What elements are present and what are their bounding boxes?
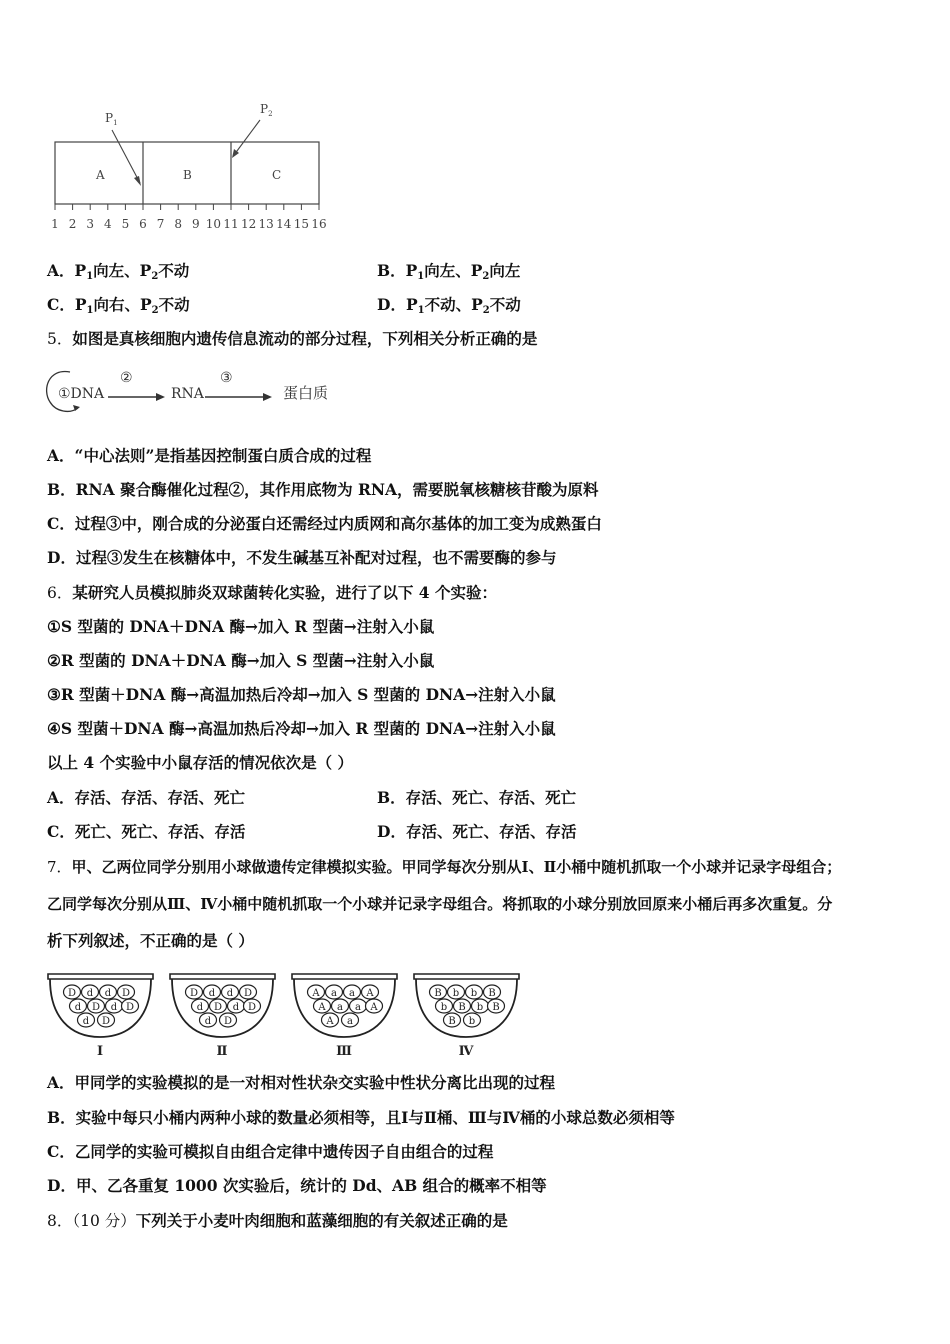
q7-buckets-figure: [40, 962, 530, 1062]
ball-label: d: [208, 988, 216, 999]
ball-label: b: [476, 1002, 484, 1013]
ball-label: b: [440, 1002, 448, 1013]
ruler-tick-label: 1: [51, 217, 59, 231]
p1-arrowhead: [134, 176, 141, 186]
ball-label: d: [196, 1002, 204, 1013]
ruler-tick-label: 8: [174, 217, 183, 231]
ball-label: a: [331, 988, 337, 999]
ball-label: b: [468, 1016, 476, 1027]
q7-number: 7．: [47, 858, 72, 876]
ball-label: b: [452, 988, 460, 999]
ball-label: B: [434, 988, 442, 999]
bucket-rim: [170, 974, 275, 979]
q6-option-b[interactable]: B．存活、死亡、存活、死亡: [377, 788, 577, 807]
q5-option-c[interactable]: C．过程③中，刚合成的分泌蛋白还需经过内质网和高尔基体的加工变为成熟蛋白: [47, 514, 602, 533]
q7-option-d[interactable]: D．甲、乙各重复 1000 次实验后，统计的 Dd、AB 组合的概率不相等: [47, 1176, 547, 1195]
q4-option-a[interactable]: A．$P_1$向左、$P_2$不动: [47, 261, 190, 282]
ball-label: D: [91, 1002, 101, 1013]
ruler-tick-label: 10: [205, 217, 222, 231]
step2-label: ②: [120, 370, 133, 386]
bucket-rim: [292, 974, 397, 979]
ball-label: a: [349, 988, 355, 999]
ruler-tick-label: 2: [68, 217, 77, 231]
ruler-tick-label: 11: [223, 217, 239, 231]
q8-score: （10 分）: [72, 1212, 136, 1230]
ball-label: d: [226, 988, 234, 999]
bucket-label: Ⅲ: [336, 1044, 352, 1059]
q4-ruler-figure: [40, 95, 340, 240]
ball-label: D: [243, 988, 253, 999]
box-label-a: A: [96, 168, 105, 182]
ruler-tick-label: 7: [156, 217, 165, 231]
ball-label: B: [488, 988, 496, 999]
ball-label: a: [347, 1016, 353, 1027]
ball-label: A: [370, 1002, 378, 1013]
protein-label: 蛋白质: [283, 384, 329, 402]
ruler-tick-label: 14: [276, 217, 292, 231]
ball-label: D: [101, 1016, 111, 1027]
rna-label: RNA: [171, 386, 204, 402]
q6-option-a[interactable]: A．存活、存活、存活、死亡: [47, 788, 246, 807]
q6-number: 6．: [47, 584, 73, 602]
q4-option-b[interactable]: B．$P_1$向左、$P_2$向左: [377, 261, 521, 282]
q4-option-d[interactable]: D．$P_1$不动、$P_2$不动: [377, 295, 521, 316]
q6-experiment-1: ①S 型菌的 DNA＋DNA 酶→加入 R 型菌→注射入小鼠: [47, 617, 435, 636]
q4-option-c[interactable]: C．$P_1$向右、$P_2$不动: [47, 295, 190, 316]
q6-experiment-2: ②R 型菌的 DNA＋DNA 酶→加入 S 型菌→注射入小鼠: [47, 651, 435, 670]
q7-stem-line2: 乙同学每次分别从Ⅲ、Ⅳ小桶中随机抓取一个小球并记录字母组合。将抓取的小球分别放回原来小桶后再多次重复。分: [47, 895, 833, 913]
bucket-label: Ⅳ: [458, 1044, 474, 1059]
ball-label: D: [121, 988, 131, 999]
box-label-b: B: [183, 168, 192, 182]
bucket: [292, 974, 397, 1059]
q6-stem: 6．某研究人员模拟肺炎双球菌转化实验，进行了以下 4 个实验：: [47, 583, 497, 602]
ruler-tick-label: 15: [293, 217, 310, 231]
q6-option-d[interactable]: D．存活、死亡、存活、存活: [377, 822, 577, 841]
ball-label: D: [247, 1002, 257, 1013]
ball-label: A: [326, 1016, 334, 1027]
q6-experiment-4: ④S 型菌＋DNA 酶→高温加热后冷却→加入 R 型菌的 DNA→注射入小鼠: [47, 719, 556, 738]
ruler-tick-label: 3: [86, 217, 95, 231]
ball-label: B: [448, 1016, 456, 1027]
ball-label: A: [312, 988, 320, 999]
ball-label: D: [213, 1002, 223, 1013]
ball-label: d: [104, 988, 112, 999]
ruler-tick-label: 5: [121, 217, 130, 231]
q5-option-a[interactable]: A．“中心法则”是指基因控制蛋白质合成的过程: [47, 446, 372, 465]
q6-question: 以上 4 个实验中小鼠存活的情况依次是（ ）: [47, 753, 353, 772]
q7-stem-line3: 析下列叙述，不正确的是（ ）: [47, 931, 254, 950]
q6-option-c[interactable]: C．死亡、死亡、存活、存活: [47, 822, 246, 841]
bucket-label: Ⅱ: [216, 1044, 228, 1059]
ball-label: d: [232, 1002, 240, 1013]
ball-label: d: [82, 1016, 90, 1027]
ruler-tick-label: 13: [258, 217, 274, 231]
box-label-c: C: [272, 168, 282, 182]
q5-number: 5．: [47, 330, 73, 348]
ruler-tick-label: 4: [103, 217, 112, 231]
bucket: [170, 974, 275, 1059]
ball-label: b: [470, 988, 478, 999]
bucket: [48, 974, 153, 1059]
q7-option-c[interactable]: C．乙同学的实验可模拟自由组合定律中遗传因子自由组合的过程: [47, 1142, 494, 1161]
ball-label: D: [223, 1016, 233, 1027]
q5-stem: 5．如图是真核细胞内遗传信息流动的部分过程，下列相关分析正确的是: [47, 329, 538, 348]
ball-label: A: [318, 1002, 326, 1013]
ball-label: B: [492, 1002, 500, 1013]
p1-label: $P_1$: [105, 111, 118, 127]
ball-label: D: [67, 988, 77, 999]
ruler-tick-label: 12: [240, 217, 257, 231]
p2-label: $P_2$: [260, 102, 273, 118]
dna-label: ①DNA: [58, 386, 105, 402]
p1-arrow: [112, 130, 140, 183]
ball-label: D: [189, 988, 199, 999]
bucket: [414, 974, 519, 1059]
bucket-label: Ⅰ: [96, 1044, 104, 1059]
ball-label: d: [110, 1002, 118, 1013]
q8-number: 8．: [47, 1212, 73, 1230]
q7-stem-line1: 7．甲、乙两位同学分别用小球做遗传定律模拟实验。甲同学每次分别从Ⅰ、Ⅱ小桶中随机抓取一个小球并记录字母组合；: [47, 858, 842, 876]
arrow-dna-rna-head: [156, 393, 165, 401]
ball-label: D: [125, 1002, 135, 1013]
ball-label: d: [204, 1016, 212, 1027]
ruler-tick-label: 9: [191, 217, 200, 231]
q5-option-d[interactable]: D．过程③发生在核糖体中，不发生碱基互补配对过程，也不需要酶的参与: [47, 548, 557, 567]
ball-label: B: [458, 1002, 466, 1013]
ball-label: d: [86, 988, 94, 999]
ball-label: a: [337, 1002, 343, 1013]
q6-experiment-3: ③R 型菌＋DNA 酶→高温加热后冷却→加入 S 型菌的 DNA→注射入小鼠: [47, 685, 556, 704]
ruler-tick-label: 6: [139, 217, 147, 231]
q7-option-b[interactable]: B．实验中每只小桶内两种小球的数量必须相等，且Ⅰ与Ⅱ桶、Ⅲ与Ⅳ桶的小球总数必须相等: [47, 1108, 675, 1127]
q8-stem: 8．（10 分）下列关于小麦叶肉细胞和蓝藻细胞的有关叙述正确的是: [47, 1211, 508, 1230]
q7-option-a[interactable]: A．甲同学的实验模拟的是一对相对性状杂交实验中性状分离比出现的过程: [47, 1073, 556, 1092]
ball-label: d: [74, 1002, 82, 1013]
ball-label: A: [366, 988, 374, 999]
bucket-rim: [414, 974, 519, 979]
p2-arrow: [234, 120, 260, 155]
arrow-rna-protein-head: [263, 393, 272, 401]
q5-option-b[interactable]: B．RNA 聚合酶催化过程②，其作用底物为 RNA，需要脱氧核糖核苷酸为原料: [47, 480, 599, 499]
ruler-ticks: [51, 204, 326, 231]
bucket-rim: [48, 974, 153, 979]
step3-label: ③: [220, 370, 233, 386]
ball-label: a: [355, 1002, 361, 1013]
q5-flow-figure: [40, 360, 350, 420]
ruler-tick-label: 16: [311, 217, 327, 231]
